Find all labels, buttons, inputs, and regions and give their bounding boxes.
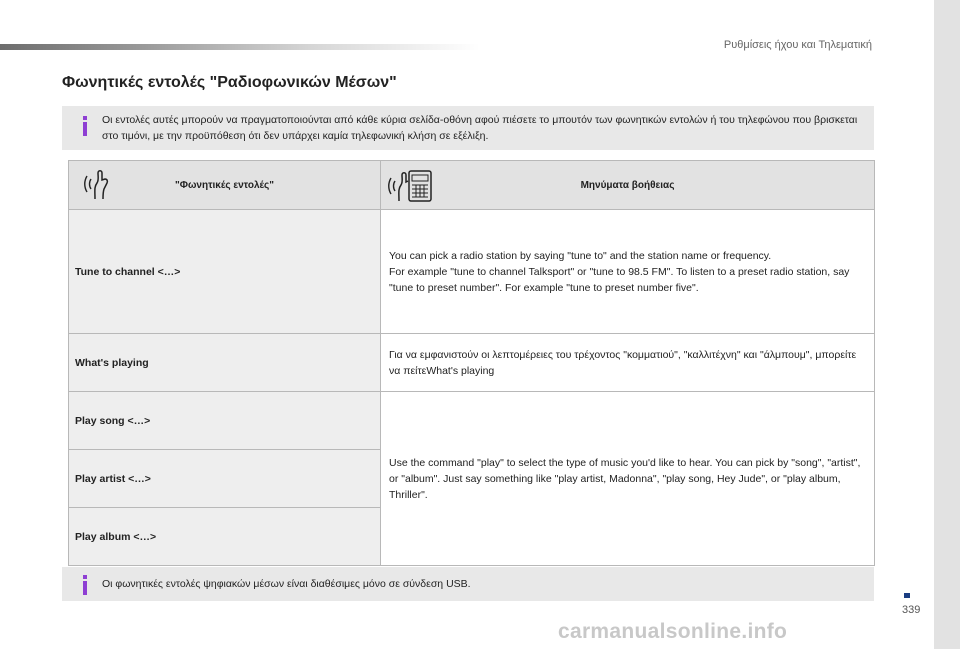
info-note-bottom-text: Οι φωνητικές εντολές ψηφιακών μέσων είναι διαθέσιμες μόνο σε σύνδεση USB.: [102, 578, 471, 590]
voice-command-icon: [83, 167, 119, 201]
info-note-bottom: [62, 567, 874, 601]
watermark: carmanualsonline.info: [558, 620, 788, 643]
help-cell: [381, 334, 875, 392]
header-help-messages-label: Μηνύματα βοήθειας: [580, 179, 675, 191]
command-cell: Tune to channel <…>: [69, 210, 381, 334]
info-note-top-text: Οι εντολές αυτές μπορούν να πραγματοποιούνται από κάθε κύρια σελίδα-οθόνη αφού πιέσετε το μπουτόν των φωνητικών εντολών ή του τηλεφώνου που βρισκεται στο τιμόνι, με την προϋπόθεση ότι δεν υπάρχει καμία τηλεφωνική κλήση σε εξέλιξη.: [102, 114, 858, 142]
voice-commands-table: [68, 160, 875, 566]
table-row: [69, 334, 875, 392]
help-cell-music: Use the command "play" to select the type of music you'd like to hear. You can pick by "song", "artist", or "album". Just say something like "play artist, Madonna", "play song, Hey Jude", or "play album, Thriller".: [381, 392, 875, 566]
table-row: [69, 392, 875, 450]
command-cell: Play album <…>: [69, 508, 381, 566]
info-icon: [80, 116, 90, 136]
header-voice-commands-label: "Φωνητικές εντολές": [175, 179, 274, 191]
help-messages-icon: [387, 167, 435, 203]
page-title: Φωνητικές εντολές "Ραδιοφωνικών Μέσων": [62, 74, 397, 91]
header-help-messages: [381, 161, 875, 210]
page-number: 339: [902, 604, 921, 616]
table-header-row: [69, 161, 875, 210]
info-icon: [80, 575, 90, 595]
help-text-line: Για να εμφανιστούν οι λεπτομέρειες του τρέχοντος "κομματιού", "καλλιτέχνη" και "άλμπουμ", μπορείτε να πείτεWhat's playing: [389, 348, 857, 377]
page-number-mark: [904, 593, 910, 598]
header-voice-commands: [69, 161, 381, 210]
page-edge-strip: [934, 0, 960, 649]
header-gradient-bar: [0, 44, 480, 50]
command-cell: Play artist <…>: [69, 450, 381, 508]
info-note-top: [62, 106, 874, 150]
help-cell: [381, 210, 875, 334]
section-title: Ρυθμίσεις ήχου και Τηλεματική: [723, 39, 872, 51]
command-cell: What's playing: [69, 334, 381, 392]
command-cell: Play song <…>: [69, 392, 381, 450]
help-text-line: For example "tune to channel Talksport" or "tune to 98.5 FM". To listen to a preset radio station, say "tune to preset number". For example "tune to preset number five".: [389, 265, 850, 294]
table-row: [69, 210, 875, 334]
help-text-line: You can pick a radio station by saying "tune to" and the station name or frequency.: [389, 249, 772, 262]
